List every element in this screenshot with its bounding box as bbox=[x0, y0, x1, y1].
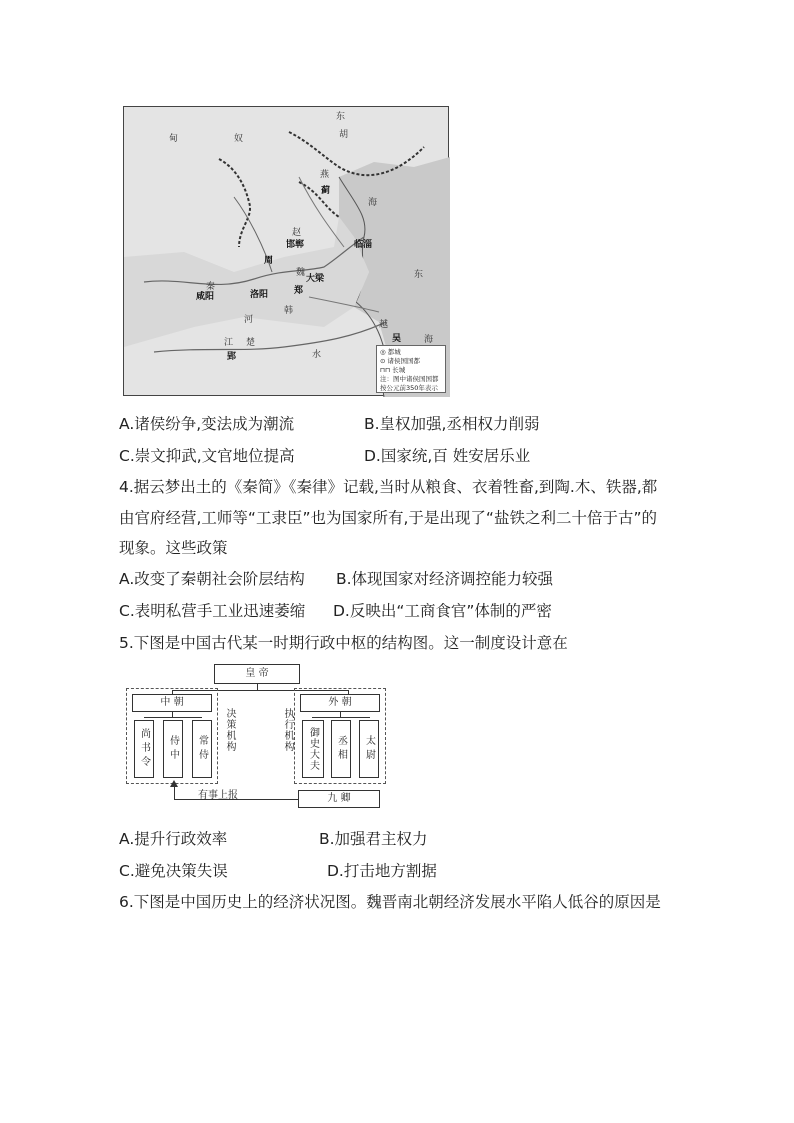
warring-states-map bbox=[123, 106, 449, 396]
map-legend: ◎ 都城 ⊙ 诸侯国国都 ⊓⊓ 长城 注：图中诸侯国国都 按公元前350年表示 bbox=[376, 345, 446, 393]
legend-capital: 都城 bbox=[387, 348, 401, 356]
legend-note: 注：图中诸侯国国都 bbox=[380, 375, 439, 383]
diagram-yushidafu: 御史大夫 bbox=[302, 720, 324, 778]
map-city-handan: 邯郸 bbox=[286, 240, 305, 250]
q3-option-a[interactable]: A.诸侯纷争,变法成为潮流 bbox=[119, 415, 295, 433]
diagram-chengxiang: 丞相 bbox=[331, 720, 351, 778]
map-label-hai1: 海 bbox=[368, 198, 378, 208]
map-label-nu: 奴 bbox=[234, 134, 244, 144]
q5-option-a[interactable]: A.提升行政效率 bbox=[119, 830, 228, 848]
legend-state-capital: 诸侯国国都 bbox=[387, 357, 421, 365]
q4-stem-line3: 现象。这些政策 bbox=[119, 539, 228, 557]
q4-stem-line2: 由官府经营,工师等“工隶臣”也为国家所有,于是出现了“盐铁之利二十倍于古”的 bbox=[119, 509, 657, 527]
map-city-ying: 郢 bbox=[227, 352, 237, 362]
q5-option-d[interactable]: D.打击地方割据 bbox=[327, 862, 437, 880]
diagram-execution-label: 执行机构 bbox=[282, 708, 293, 752]
map-label-hu: 胡 bbox=[339, 130, 349, 140]
diagram-shizhong: 侍中 bbox=[163, 720, 183, 778]
diagram-jiuqing: 九 卿 bbox=[298, 790, 380, 808]
map-label-dong: 东 bbox=[336, 112, 346, 122]
q3-option-c[interactable]: C.崇文抑武,文官地位提高 bbox=[119, 447, 295, 465]
map-city-zhou: 周 bbox=[264, 256, 274, 266]
legend-wall: 长城 bbox=[392, 366, 406, 374]
map-label-shui: 水 bbox=[312, 350, 322, 360]
q4-option-d[interactable]: D.反映出“工商食官”体制的严密 bbox=[333, 602, 552, 620]
q4-stem-line1: 4.据云梦出土的《秦简》《秦律》记载,当时从粮食、衣着牲畜,到陶.木、铁器,都 bbox=[119, 478, 658, 496]
map-label-qin: 秦 bbox=[206, 282, 216, 292]
q3-option-d[interactable]: D.国家统,百 姓安居乐业 bbox=[364, 447, 531, 465]
map-city-luoyang: 洛阳 bbox=[250, 290, 269, 300]
map-label-dian: 甸 bbox=[169, 134, 179, 144]
map-city-daliang: 大梁 bbox=[306, 274, 325, 284]
q3-option-b[interactable]: B.皇权加强,丞相权力削弱 bbox=[364, 415, 540, 433]
q4-option-a[interactable]: A.改变了秦朝社会阶层结构 bbox=[119, 570, 305, 588]
map-label-dong2: 东 bbox=[414, 270, 424, 280]
diagram-arrow-up bbox=[170, 780, 178, 787]
map-label-he: 河 bbox=[244, 315, 254, 325]
diagram-outer-court: 外 朝 bbox=[300, 694, 380, 712]
map-label-zhao: 赵 bbox=[292, 228, 302, 238]
q4-option-b[interactable]: B.体现国家对经济调控能力较强 bbox=[336, 570, 554, 588]
map-label-jiang: 江 bbox=[224, 338, 234, 348]
diagram-report-label: 有事上报 bbox=[198, 790, 238, 801]
map-label-yan: 燕 bbox=[320, 170, 330, 180]
map-label-chu: 楚 bbox=[246, 338, 256, 348]
diagram-taiwei: 太尉 bbox=[359, 720, 379, 778]
q4-option-c[interactable]: C.表明私营手工业迅速萎缩 bbox=[119, 602, 306, 620]
map-city-zheng: 郑 bbox=[294, 286, 304, 296]
q5-option-c[interactable]: C.避免决策失误 bbox=[119, 862, 228, 880]
diagram-changshi: 常侍 bbox=[192, 720, 212, 778]
diagram-emperor: 皇 帝 bbox=[214, 664, 300, 684]
map-label-yue: 越 bbox=[379, 320, 389, 330]
diagram-decision-label: 决策机构 bbox=[224, 708, 235, 752]
diagram-shangshuling: 尚书令 bbox=[134, 720, 154, 778]
legend-note2: 按公元前350年表示 bbox=[380, 384, 438, 392]
map-label-wei: 魏 bbox=[296, 268, 306, 278]
q6-stem: 6.下图是中国历史上的经济状况图。魏晋南北朝经济发展水平陷人低谷的原因是 bbox=[119, 893, 661, 911]
map-label-hai2: 海 bbox=[424, 335, 434, 345]
map-city-xianyang: 咸阳 bbox=[196, 292, 215, 302]
q5-option-b[interactable]: B.加强君主权力 bbox=[319, 830, 428, 848]
map-label-han: 韩 bbox=[284, 306, 294, 316]
map-city-ji: 蓟 bbox=[321, 186, 331, 196]
map-city-wu: 吴 bbox=[392, 334, 402, 344]
government-structure-diagram bbox=[122, 662, 392, 814]
q5-stem: 5.下图是中国古代某一时期行政中枢的结构图。这一制度设计意在 bbox=[119, 634, 568, 652]
map-city-linzi: 临淄 bbox=[354, 240, 373, 250]
diagram-inner-court: 中 朝 bbox=[132, 694, 212, 712]
